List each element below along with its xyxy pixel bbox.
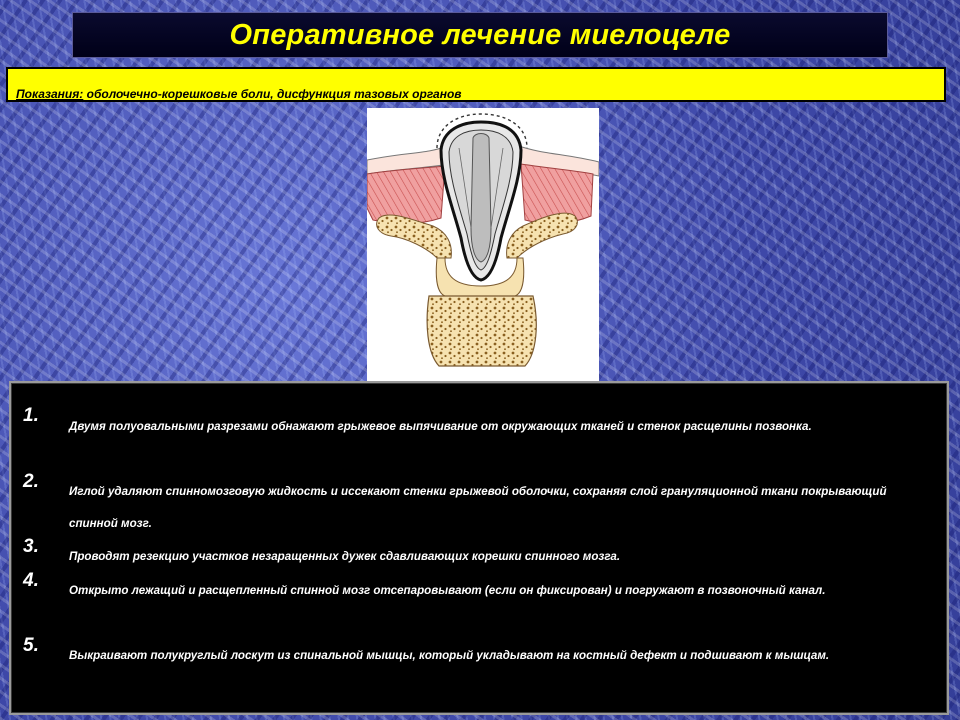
steps-panel (9, 381, 949, 715)
myelocele-cross-section-illustration (367, 108, 599, 381)
indications-box (6, 67, 946, 102)
myelocele-figure (367, 108, 599, 381)
step-number: 1. (23, 405, 39, 426)
step-number: 4. (23, 570, 39, 591)
page-title: Оперативное лечение миелоцеле (229, 18, 731, 51)
step-text: Проводят резекцию участков незаращенных дужек сдавливающих корешки спинного мозга. (69, 550, 621, 563)
step-number: 2. (23, 471, 39, 492)
vertebral-body (427, 296, 536, 366)
step-text: Выкраивают полукруглый лоскут из спинальной мышцы, который укладывают на костный дефект и подшивают к мышцам. (69, 649, 830, 662)
step-number: 3. (23, 536, 39, 557)
left-muscle (367, 166, 445, 224)
left-lamina (377, 215, 452, 258)
step-text: Иглой удаляют спинномозговую жидкость и иссекают стенки грыжевой оболочки, сохраняя слой грануляционной ткани покрывающий спинной мозг. (69, 485, 887, 530)
indications-label: Показания: (16, 87, 84, 101)
step-text: Открыто лежащий и расщепленный спинной мозг отсепаровывают (если он фиксирован) и погружают в позвоночный канал. (69, 584, 826, 597)
spinal-cord (471, 134, 491, 263)
indications-line (16, 87, 462, 101)
title-bar (72, 12, 888, 58)
step-text: Двумя полуовальными разрезами обнажают грыжевое выпячивание от окружающих тканей и стенок расщелины позвонка. (69, 420, 812, 433)
step-number: 5. (23, 635, 39, 656)
indications-text: оболочечно-корешковые боли, дисфункция тазовых органов (83, 87, 462, 101)
right-lamina (507, 213, 578, 258)
